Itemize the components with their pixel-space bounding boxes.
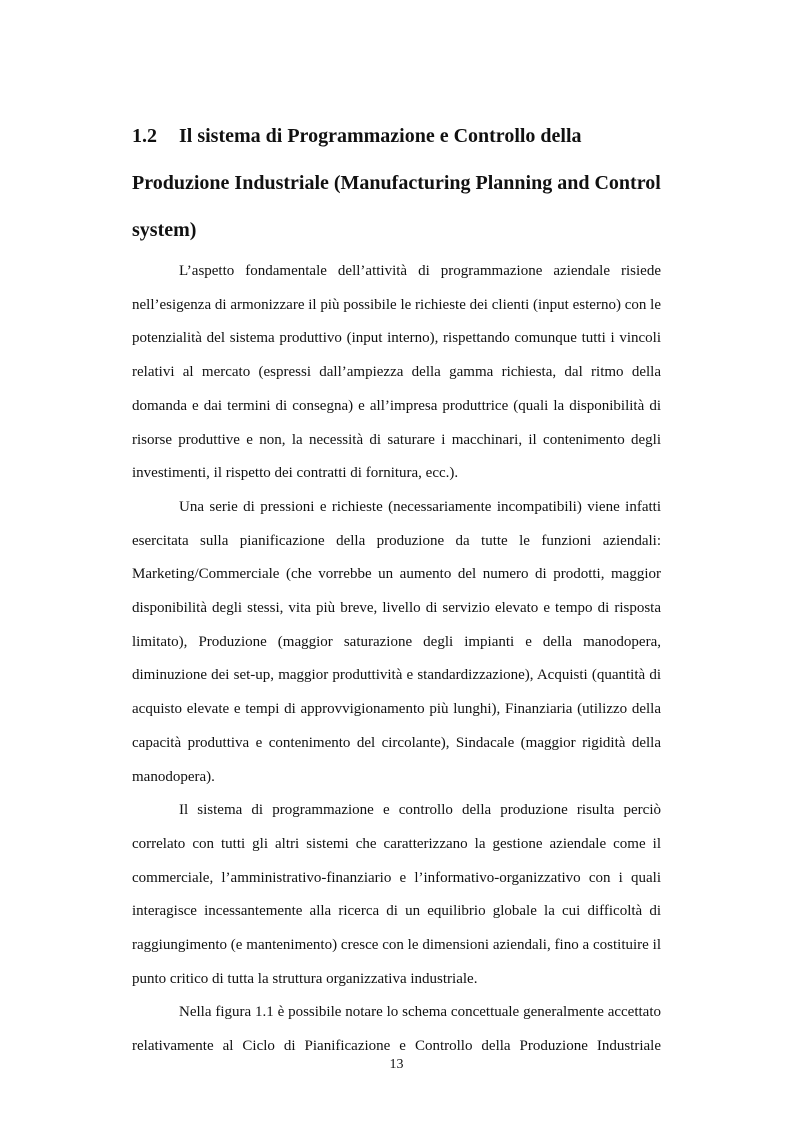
page-body [132,113,661,1064]
section-number: 1.2 [132,125,157,147]
page-number: 13 [389,1057,404,1072]
paragraph-4: Nella figura 1.1 è possibile notare lo schema concettuale generalmente accettato relativamente al Ciclo di Pianificazione e Controllo della Produzione Industriale [132,1004,661,1055]
paragraph-2: Una serie di pressioni e richieste (necessariamente incompatibili) viene infatti esercitata sulla pianificazione della produzione da tutte le funzioni aziendali: Marketing/Commerciale (che vorrebbe un aumento del numero di prodotti, maggior disponibilità degli stessi, vita più breve, livello di servizio elevato e tempo di risposta limitato), Produzione (maggior saturazione degli impianti e della manodopera, diminuzione dei set-up, maggior produttività e standardizzazione), Acquisti (quantità di acquisto elevate e tempi di approvvigionamento più lunghi), Finanziaria (utilizzo della capacità produttiva e contenimento del circolante), Sindacale (maggior rigidità della manodopera). [132,498,661,785]
section-title: Il sistema di Programmazione e Controllo della Produzione Industriale (Manufacturing Planning and Control system) [132,125,661,241]
paragraph-1: L’aspetto fondamentale dell’attività di programmazione aziendale risiede nell’esigenza di armonizzare il più possibile le richieste dei clienti (input esterno) con le potenzialità del sistema produttivo (input interno), rispettando comunque tutti i vincoli relativi al mercato (espressi dall’ampiezza della gamma richiesta, dal ritmo della domanda e dai termini di consegna) e all’impresa produttrice (quali la disponibilità di risorse produttive e non, la necessità di saturare i macchinari, il contenimento degli investimenti, il rispetto dei contratti di fornitura, ecc.). [132,263,661,482]
paragraph-3: Il sistema di programmazione e controllo della produzione risulta perciò correlato con tutti gli altri sistemi che caratterizzano la gestione aziendale come il commerciale, l’amministrativo-finanziario e l’informativo-organizzativo con i quali interagisce incessantemente alla ricerca di un equilibrio globale la cui difficoltà di raggiungimento (e mantenimento) cresce con le dimensioni aziendali, fino a costituire il punto critico di tutta la struttura organizzativa industriale. [132,802,661,987]
section-heading [132,113,661,254]
